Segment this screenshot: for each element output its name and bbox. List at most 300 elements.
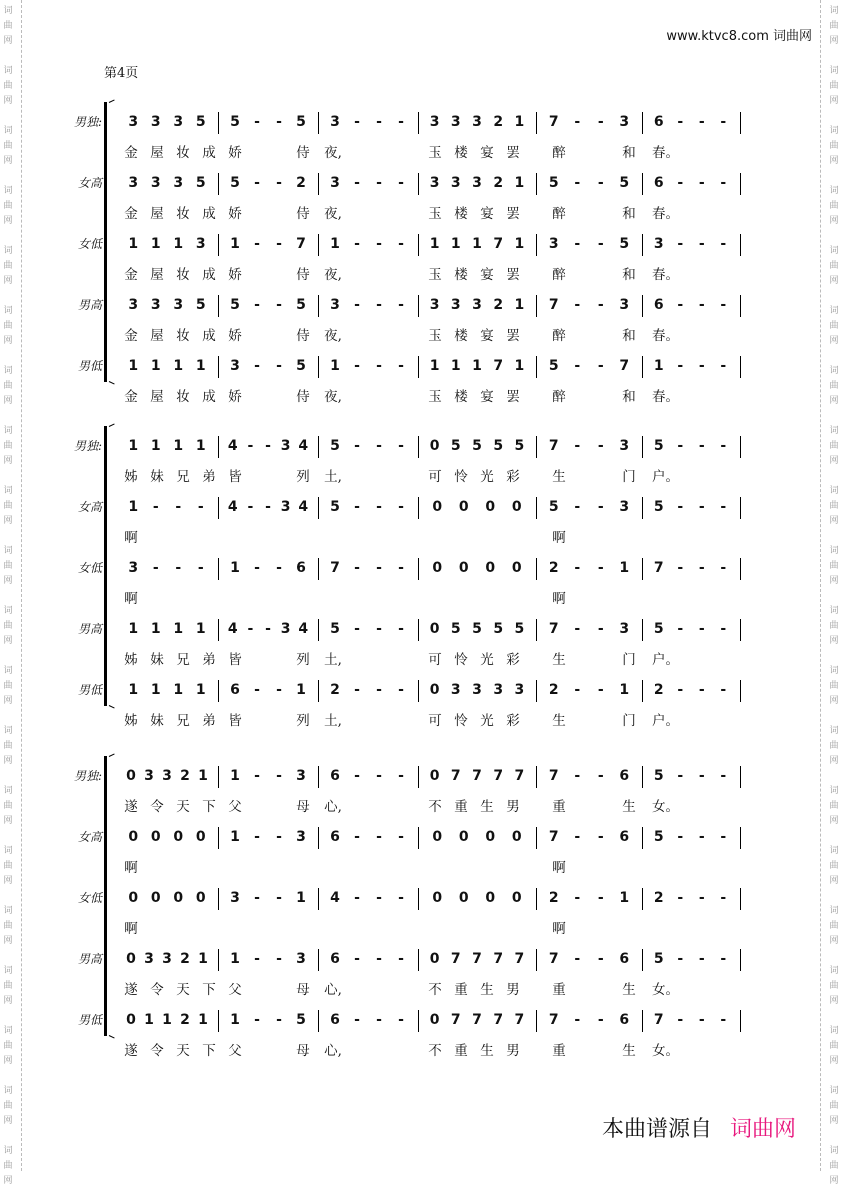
voice-label: 男高: [77, 952, 102, 966]
note-digit: 1: [128, 236, 139, 252]
note-digit: 5: [296, 1012, 306, 1028]
lyric-char: 罢: [506, 328, 520, 344]
watermark-glyph: 词: [829, 186, 839, 196]
note-digit: 0: [432, 560, 443, 576]
dash-note: -: [398, 1012, 404, 1028]
note-digit: 1: [429, 358, 440, 374]
barline: [418, 112, 419, 134]
lyric-char: 娇: [228, 328, 242, 344]
barline: [642, 558, 643, 580]
note-digit: 7: [653, 1012, 664, 1028]
dash-note: -: [276, 175, 282, 191]
barline: [740, 558, 741, 580]
note-digit: 1: [195, 358, 206, 374]
left-watermark-strip: [0, 0, 16, 1186]
note-digit: 7: [472, 1012, 482, 1028]
note-digit: 6: [330, 829, 340, 845]
note-digit: 6: [619, 1012, 630, 1028]
page-number: 第4页: [104, 66, 139, 81]
note-digit: 5: [653, 438, 664, 454]
lyric-char: 侍: [296, 328, 310, 344]
note-digit: 6: [330, 951, 340, 967]
watermark-glyph: 曲: [829, 1101, 839, 1111]
barline: [642, 112, 643, 134]
watermark-glyph: 曲: [3, 21, 13, 31]
note-digit: 7: [493, 236, 504, 252]
lyric-char: 不: [428, 982, 442, 998]
dash-note: -: [720, 951, 727, 967]
lyric-char: 楼: [454, 267, 468, 283]
note-digit: 5: [195, 297, 206, 313]
note-digit: 1: [195, 621, 206, 637]
watermark-glyph: 网: [3, 156, 13, 166]
lyric-char: 门: [622, 652, 636, 668]
note-digit: 0: [126, 768, 136, 784]
lyric-char: 重: [454, 982, 468, 998]
note-digit: 0: [511, 499, 522, 515]
barline: [418, 497, 419, 519]
lyric-char: 可: [428, 652, 442, 668]
dash-note: -: [398, 438, 404, 454]
barline: [418, 173, 419, 195]
watermark-glyph: 曲: [3, 801, 13, 811]
lyric-char: 玉: [428, 389, 442, 405]
note-digit: 3: [472, 175, 482, 191]
barline: [418, 295, 419, 317]
barline: [536, 436, 537, 458]
voice-label: 男独:: [73, 769, 102, 783]
lyric-char: 土,: [324, 713, 342, 729]
note-digit: 3: [280, 438, 291, 454]
watermark-glyph: 曲: [3, 1041, 13, 1051]
lyric-char: 宴: [480, 145, 494, 161]
dash-note: -: [677, 114, 684, 130]
note-digit: 0: [511, 890, 522, 906]
barline: [218, 497, 219, 519]
lyric-char: 妆: [176, 145, 190, 161]
dash-note: -: [376, 560, 382, 576]
watermark-glyph: 网: [829, 636, 839, 646]
note-digit: 7: [619, 358, 630, 374]
watermark-glyph: 词: [829, 426, 839, 436]
watermark-glyph: 网: [829, 1056, 839, 1066]
note-digit: 4: [298, 621, 309, 637]
barline: [218, 680, 219, 702]
lyric-char: 和: [622, 206, 636, 222]
note-digit: 3: [296, 829, 306, 845]
lyric-char: 夜,: [324, 206, 342, 222]
note-digit: 1: [514, 114, 525, 130]
watermark-glyph: 词: [3, 66, 13, 76]
barline: [218, 619, 219, 641]
note-digit: 4: [298, 438, 309, 454]
note-digit: 2: [653, 890, 664, 906]
lyric-char: 遂: [124, 982, 138, 998]
watermark-glyph: 词: [3, 666, 13, 676]
barline: [536, 558, 537, 580]
lyric-char: 玉: [428, 328, 442, 344]
lyric-char: 夜,: [324, 328, 342, 344]
dash-note: -: [597, 621, 604, 637]
dash-note: -: [354, 829, 360, 845]
dash-note: -: [597, 768, 604, 784]
lyric-char: 罢: [506, 206, 520, 222]
lyric-char: 春。: [652, 328, 679, 344]
watermark-glyph: 网: [3, 36, 13, 46]
footer-source: [602, 1112, 796, 1143]
watermark-glyph: 曲: [829, 921, 839, 931]
lyric-char: 心,: [324, 982, 342, 998]
barline: [536, 680, 537, 702]
dash-note: -: [354, 1012, 360, 1028]
watermark-glyph: 网: [3, 1056, 13, 1066]
note-digit: 7: [493, 358, 504, 374]
barline: [418, 827, 419, 849]
watermark-glyph: 词: [3, 126, 13, 136]
lyric-char: 男: [506, 799, 520, 815]
lyric-char: 天: [176, 1043, 190, 1059]
note-digit: 5: [653, 768, 664, 784]
lyric-char: 兄: [176, 652, 190, 668]
watermark-glyph: 词: [829, 966, 839, 976]
barline: [642, 680, 643, 702]
dash-note: -: [698, 499, 705, 515]
dash-note: -: [574, 438, 581, 454]
note-digit: 0: [173, 829, 184, 845]
dash-note: -: [254, 114, 260, 130]
barline: [318, 295, 319, 317]
note-digit: 5: [472, 621, 482, 637]
dash-note: -: [720, 1012, 727, 1028]
watermark-glyph: 网: [829, 936, 839, 946]
note-digit: 3: [296, 951, 306, 967]
lyric-char: 啊: [552, 921, 566, 937]
dash-note: -: [376, 890, 382, 906]
lyric-char: 门: [622, 713, 636, 729]
lyric-char: 罢: [506, 267, 520, 283]
dash-note: -: [265, 438, 271, 454]
note-digit: 0: [511, 829, 522, 845]
lyric-char: 侍: [296, 145, 310, 161]
note-digit: 3: [619, 621, 630, 637]
barline: [318, 173, 319, 195]
watermark-glyph: 词: [829, 1086, 839, 1096]
dash-note: -: [597, 890, 604, 906]
barline: [642, 356, 643, 378]
barline: [218, 173, 219, 195]
note-digit: 1: [150, 682, 161, 698]
barline: [418, 766, 419, 788]
watermark-glyph: 网: [829, 96, 839, 106]
watermark-glyph: 词: [3, 726, 13, 736]
barline: [740, 766, 741, 788]
note-digit: 1: [429, 236, 440, 252]
dash-note: -: [720, 438, 727, 454]
dash-note: -: [376, 358, 382, 374]
dash-note: -: [698, 114, 705, 130]
note-digit: 6: [296, 560, 306, 576]
dash-note: -: [720, 890, 727, 906]
note-digit: 5: [296, 358, 306, 374]
note-digit: 3: [619, 438, 630, 454]
watermark-glyph: 词: [3, 606, 13, 616]
watermark-glyph: 词: [829, 66, 839, 76]
note-digit: 1: [330, 358, 340, 374]
lyric-char: 姊: [124, 469, 138, 485]
note-digit: 1: [150, 621, 161, 637]
note-digit: 5: [653, 499, 664, 515]
note-digit: 1: [173, 236, 184, 252]
note-digit: 3: [162, 951, 172, 967]
note-digit: 3: [296, 768, 306, 784]
note-digit: 1: [230, 1012, 240, 1028]
note-digit: 0: [128, 890, 139, 906]
note-digit: 3: [493, 682, 504, 698]
note-digit: 0: [429, 621, 440, 637]
dash-note: -: [677, 358, 684, 374]
watermark-glyph: 曲: [3, 1161, 13, 1171]
lyric-char: 遂: [124, 1043, 138, 1059]
watermark-glyph: 曲: [829, 141, 839, 151]
watermark-glyph: 曲: [829, 741, 839, 751]
watermark-glyph: 网: [829, 156, 839, 166]
lyric-char: 生: [622, 799, 636, 815]
lyric-char: 户。: [652, 652, 679, 668]
dash-note: -: [354, 114, 360, 130]
note-digit: 4: [227, 499, 238, 515]
watermark-glyph: 网: [829, 396, 839, 406]
watermark-glyph: 词: [3, 426, 13, 436]
dash-note: -: [698, 236, 705, 252]
note-digit: 5: [548, 358, 559, 374]
watermark-glyph: 曲: [829, 981, 839, 991]
dash-note: -: [254, 682, 260, 698]
lyric-char: 夜,: [324, 389, 342, 405]
note-digit: 3: [162, 768, 172, 784]
note-digit: 1: [128, 621, 139, 637]
lyric-char: 春。: [652, 145, 679, 161]
note-digit: 0: [150, 829, 161, 845]
note-digit: 1: [128, 682, 139, 698]
note-digit: 1: [619, 890, 630, 906]
lyric-char: 彩: [506, 469, 520, 485]
watermark-glyph: 词: [3, 6, 13, 16]
note-digit: 3: [450, 682, 461, 698]
dash-note: -: [698, 438, 705, 454]
lyric-char: 醉: [552, 267, 566, 283]
dash-note: -: [376, 114, 382, 130]
lyric-char: 妹: [150, 652, 164, 668]
note-digit: 0: [126, 1012, 136, 1028]
barline: [218, 112, 219, 134]
dash-note: -: [720, 297, 727, 313]
dash-note: -: [398, 499, 404, 515]
note-digit: 0: [429, 438, 440, 454]
voice-label: 男低: [77, 1013, 102, 1027]
dash-note: -: [398, 175, 404, 191]
right-watermark-strip: [826, 0, 842, 1186]
barline: [218, 827, 219, 849]
barline: [218, 436, 219, 458]
dash-note: -: [276, 560, 282, 576]
note-digit: 3: [514, 682, 525, 698]
watermark-glyph: 网: [829, 456, 839, 466]
barline: [318, 949, 319, 971]
barline: [642, 619, 643, 641]
watermark-glyph: 曲: [3, 261, 13, 271]
lyric-char: 令: [150, 799, 164, 815]
note-digit: 7: [548, 768, 559, 784]
barline: [740, 1010, 741, 1032]
watermark-glyph: 词: [829, 486, 839, 496]
lyric-char: 娇: [228, 206, 242, 222]
dash-note: -: [574, 890, 581, 906]
dash-note: -: [247, 438, 254, 454]
note-digit: 3: [450, 175, 461, 191]
watermark-glyph: 曲: [829, 21, 839, 31]
lyric-char: 姊: [124, 652, 138, 668]
watermark-glyph: 词: [3, 1026, 13, 1036]
lyric-char: 醉: [552, 206, 566, 222]
lyric-char: 屋: [150, 267, 164, 283]
footer-brand: 词曲网: [729, 1117, 796, 1142]
dash-note: -: [354, 560, 360, 576]
note-digit: 1: [330, 236, 340, 252]
lyric-char: 屋: [150, 389, 164, 405]
lyric-char: 弟: [202, 713, 216, 729]
watermark-glyph: 网: [829, 516, 839, 526]
note-digit: 1: [296, 682, 306, 698]
lyric-char: 列: [296, 713, 310, 729]
lyric-char: 啊: [552, 530, 566, 546]
dash-note: -: [597, 682, 604, 698]
watermark-glyph: 网: [3, 1116, 13, 1126]
watermark-glyph: 词: [829, 306, 839, 316]
barline: [418, 949, 419, 971]
dash-note: -: [677, 951, 684, 967]
dash-note: -: [720, 114, 727, 130]
dash-note: -: [254, 768, 260, 784]
lyric-char: 可: [428, 713, 442, 729]
note-digit: 1: [198, 768, 208, 784]
lyric-char: 不: [428, 1043, 442, 1059]
dash-note: -: [574, 499, 581, 515]
lyric-char: 生: [622, 1043, 636, 1059]
note-digit: 1: [653, 358, 664, 374]
lyric-char: 男: [506, 982, 520, 998]
note-digit: 7: [472, 768, 482, 784]
lyric-char: 成: [202, 328, 216, 344]
note-digit: 7: [514, 1012, 525, 1028]
note-digit: 5: [619, 175, 630, 191]
dash-note: -: [197, 560, 204, 576]
note-digit: 5: [230, 175, 240, 191]
note-digit: 0: [195, 829, 206, 845]
barline: [642, 766, 643, 788]
lyric-char: 宴: [480, 206, 494, 222]
dash-note: -: [376, 297, 382, 313]
barline: [318, 558, 319, 580]
lyric-char: 啊: [124, 921, 138, 937]
lyric-char: 金: [124, 328, 138, 344]
dash-note: -: [720, 682, 727, 698]
note-digit: 3: [619, 297, 630, 313]
lyric-char: 妹: [150, 713, 164, 729]
note-digit: 5: [330, 621, 340, 637]
note-digit: 3: [150, 114, 161, 130]
lyric-char: 皆: [228, 652, 242, 668]
barline: [218, 766, 219, 788]
note-digit: 2: [548, 560, 559, 576]
lyric-char: 皆: [228, 469, 242, 485]
lyric-char: 和: [622, 267, 636, 283]
barline: [740, 356, 741, 378]
watermark-glyph: 曲: [3, 741, 13, 751]
note-digit: 4: [227, 621, 238, 637]
dash-note: -: [677, 297, 684, 313]
dash-note: -: [597, 358, 604, 374]
note-digit: 5: [195, 114, 206, 130]
barline: [418, 888, 419, 910]
voice-label: 男高: [77, 298, 102, 312]
note-digit: 5: [514, 438, 525, 454]
dash-note: -: [574, 175, 581, 191]
barline: [218, 356, 219, 378]
dash-note: -: [574, 951, 581, 967]
note-digit: 6: [653, 175, 664, 191]
note-digit: 1: [173, 438, 184, 454]
barline: [218, 295, 219, 317]
dash-note: -: [597, 297, 604, 313]
lyric-char: 妹: [150, 469, 164, 485]
lyric-char: 土,: [324, 652, 342, 668]
barline: [740, 949, 741, 971]
note-digit: 1: [514, 236, 525, 252]
dash-note: -: [597, 829, 604, 845]
lyric-char: 啊: [124, 860, 138, 876]
dash-note: -: [698, 682, 705, 698]
right-dashed-rule: [820, 0, 821, 1171]
note-digit: 5: [296, 114, 306, 130]
note-digit: 2: [493, 297, 504, 313]
note-digit: 7: [548, 829, 559, 845]
watermark-glyph: 曲: [829, 561, 839, 571]
dash-note: -: [677, 499, 684, 515]
watermark-glyph: 词: [3, 846, 13, 856]
dash-note: -: [677, 560, 684, 576]
dash-note: -: [720, 236, 727, 252]
note-digit: 5: [472, 438, 482, 454]
watermark-glyph: 曲: [3, 441, 13, 451]
note-digit: 2: [180, 951, 190, 967]
lyric-char: 生: [552, 652, 566, 668]
note-digit: 2: [548, 890, 559, 906]
note-digit: 7: [450, 951, 461, 967]
lyric-char: 春。: [652, 206, 679, 222]
voice-label: 男低: [77, 683, 102, 697]
watermark-glyph: 网: [829, 276, 839, 286]
dash-note: -: [376, 438, 382, 454]
watermark-glyph: 曲: [829, 381, 839, 391]
lyric-char: 宴: [480, 328, 494, 344]
dash-note: -: [276, 829, 282, 845]
dash-note: -: [354, 358, 360, 374]
dash-note: -: [354, 438, 360, 454]
dash-note: -: [265, 499, 271, 515]
voice-label: 女高: [77, 176, 102, 190]
dash-note: -: [354, 682, 360, 698]
lyric-char: 怜: [454, 713, 468, 729]
